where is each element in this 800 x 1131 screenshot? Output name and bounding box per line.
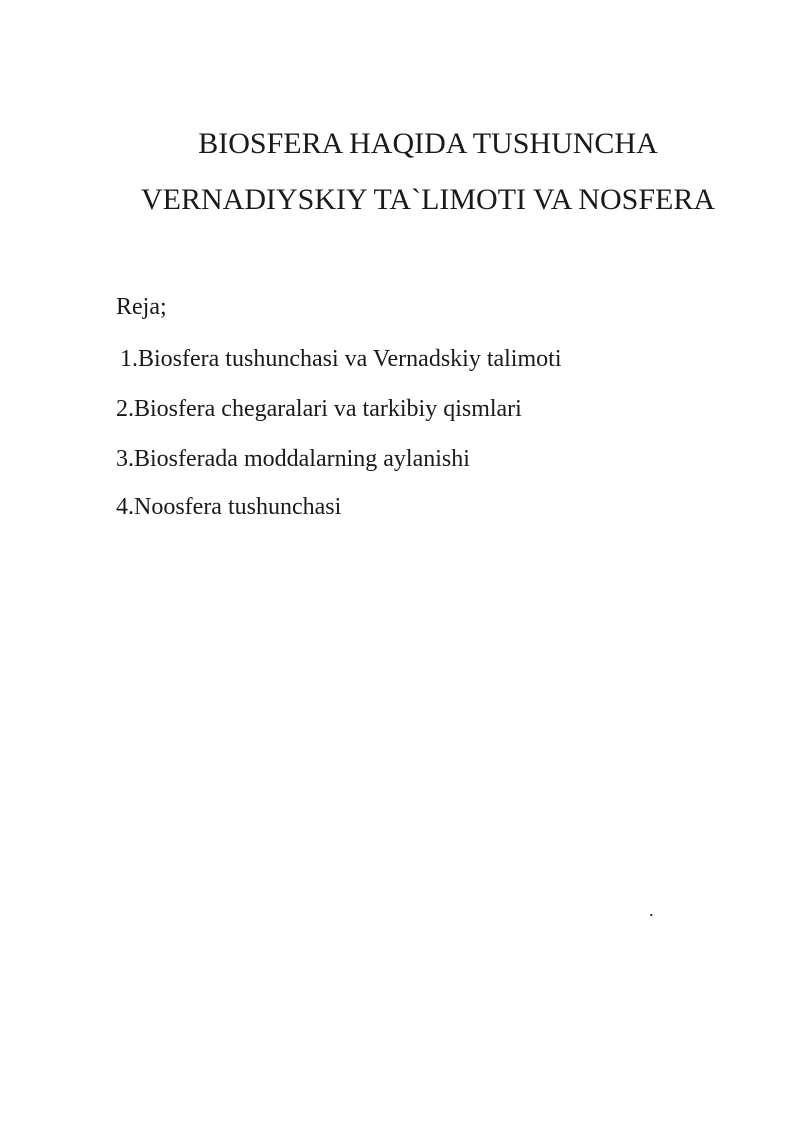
- plan-item-1: 1.Biosfera tushunchasi va Vernadskiy talimoti: [120, 346, 562, 372]
- document-title-line-2: VERNADIYSKIY TA`LIMOTI VA NOSFERA: [140, 183, 715, 216]
- plan-item-2: 2.Biosfera chegaralari va tarkibiy qismlari: [116, 396, 522, 422]
- plan-item-4: 4.Noosfera tushunchasi: [116, 494, 342, 520]
- plan-item-3: 3.Biosferada moddalarning aylanishi: [116, 446, 470, 472]
- stray-dot-mark: .: [649, 900, 654, 920]
- plan-heading: Reja;: [116, 294, 167, 320]
- document-title-line-1: BIOSFERA HAQIDA TUSHUNCHA: [198, 127, 658, 160]
